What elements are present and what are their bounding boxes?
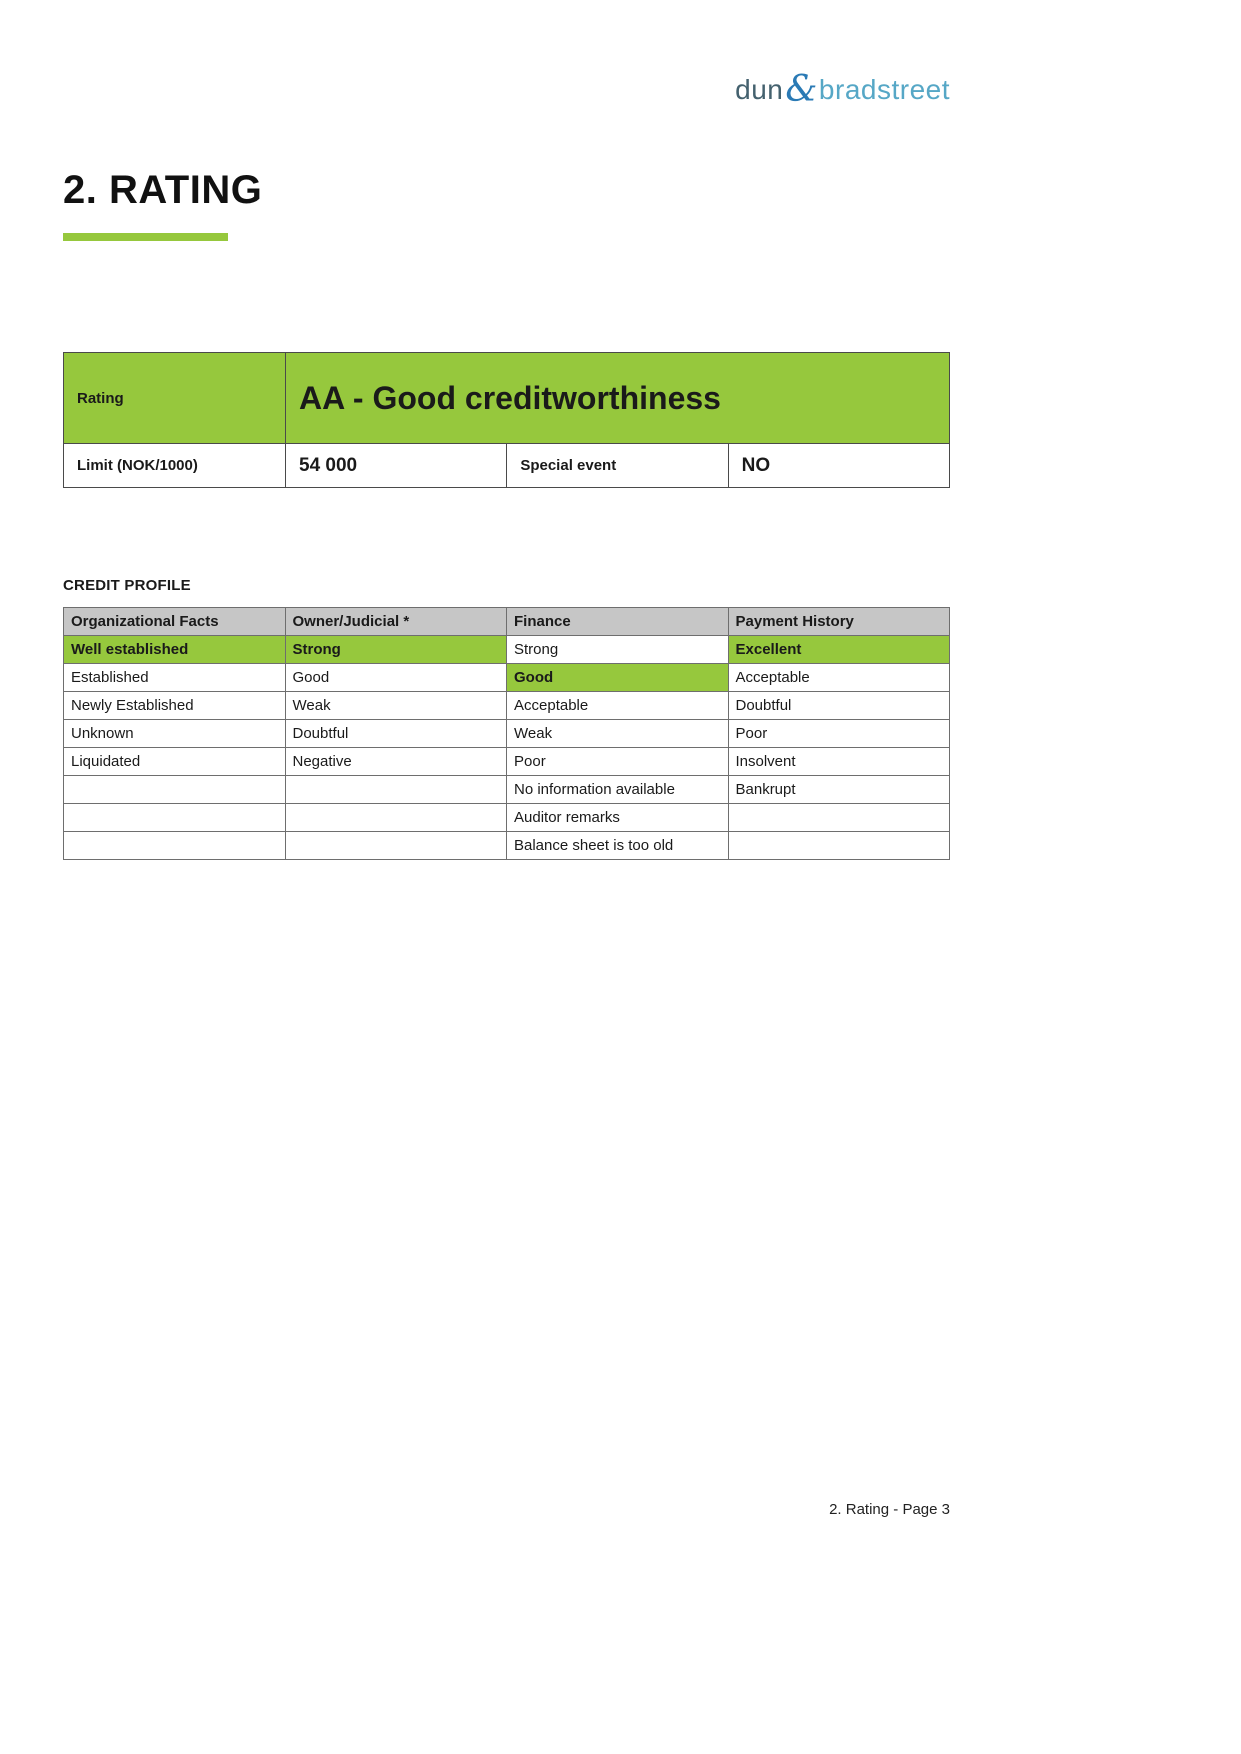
credit-profile-row	[64, 720, 950, 748]
credit-profile-cell: Weak	[285, 692, 507, 720]
credit-profile-cell: Strong	[285, 636, 507, 664]
credit-profile-cell: Doubtful	[728, 692, 950, 720]
credit-profile-header-row	[64, 608, 950, 636]
rating-label: Rating	[64, 353, 286, 444]
credit-profile-cell	[64, 804, 286, 832]
credit-profile-cell: Liquidated	[64, 748, 286, 776]
credit-profile-cell: Excellent	[728, 636, 950, 664]
credit-profile-row	[64, 748, 950, 776]
credit-profile-body	[64, 636, 950, 860]
credit-profile-cell: Acceptable	[507, 692, 729, 720]
credit-profile-row	[64, 832, 950, 860]
title-underline-bar	[63, 233, 228, 241]
credit-profile-cell	[728, 804, 950, 832]
credit-profile-cell: Balance sheet is too old	[507, 832, 729, 860]
credit-profile-cell: Good	[285, 664, 507, 692]
special-event-label: Special event	[507, 444, 728, 488]
credit-profile-cell: Established	[64, 664, 286, 692]
credit-profile-cell: Insolvent	[728, 748, 950, 776]
credit-profile-cell: Poor	[507, 748, 729, 776]
column-header-finance: Finance	[507, 608, 729, 636]
credit-profile-title: CREDIT PROFILE	[63, 577, 191, 594]
credit-profile-cell: Bankrupt	[728, 776, 950, 804]
credit-profile-cell: Unknown	[64, 720, 286, 748]
credit-profile-cell	[285, 776, 507, 804]
special-event-value: NO	[728, 444, 949, 488]
page-footer: 2. Rating - Page 3	[829, 1501, 950, 1518]
credit-profile-cell	[285, 832, 507, 860]
credit-profile-header	[64, 608, 950, 636]
dnb-logo	[735, 69, 950, 110]
limit-value: 54 000	[286, 444, 507, 488]
rating-table	[63, 352, 950, 488]
credit-profile-cell	[728, 832, 950, 860]
credit-profile-table	[63, 607, 950, 860]
credit-profile-cell: Auditor remarks	[507, 804, 729, 832]
credit-profile-cell: Negative	[285, 748, 507, 776]
credit-profile-cell: No information available	[507, 776, 729, 804]
credit-profile-row	[64, 804, 950, 832]
column-header-organizational-facts: Organizational Facts	[64, 608, 286, 636]
credit-profile-cell: Good	[507, 664, 729, 692]
credit-profile-row	[64, 776, 950, 804]
credit-profile-row	[64, 664, 950, 692]
logo-text-dun: dun	[735, 74, 784, 105]
page-title: 2. RATING	[63, 168, 263, 212]
credit-profile-cell: Weak	[507, 720, 729, 748]
limit-row	[64, 444, 950, 488]
credit-profile-row	[64, 636, 950, 664]
credit-profile-cell	[64, 832, 286, 860]
rating-row	[64, 353, 950, 444]
credit-profile-cell: Acceptable	[728, 664, 950, 692]
limit-label: Limit (NOK/1000)	[64, 444, 286, 488]
credit-profile-cell: Poor	[728, 720, 950, 748]
credit-profile-cell: Newly Established	[64, 692, 286, 720]
credit-profile-cell	[64, 776, 286, 804]
column-header-owner-judicial: Owner/Judicial *	[285, 608, 507, 636]
logo-text-bradstreet: bradstreet	[818, 74, 950, 105]
column-header-payment-history: Payment History	[728, 608, 950, 636]
credit-profile-cell	[285, 804, 507, 832]
credit-profile-cell: Strong	[507, 636, 729, 664]
logo-ampersand-icon: &	[785, 69, 818, 110]
credit-profile-row	[64, 692, 950, 720]
rating-value: AA - Good creditworthiness	[286, 353, 950, 444]
credit-profile-cell: Doubtful	[285, 720, 507, 748]
credit-profile-cell: Well established	[64, 636, 286, 664]
